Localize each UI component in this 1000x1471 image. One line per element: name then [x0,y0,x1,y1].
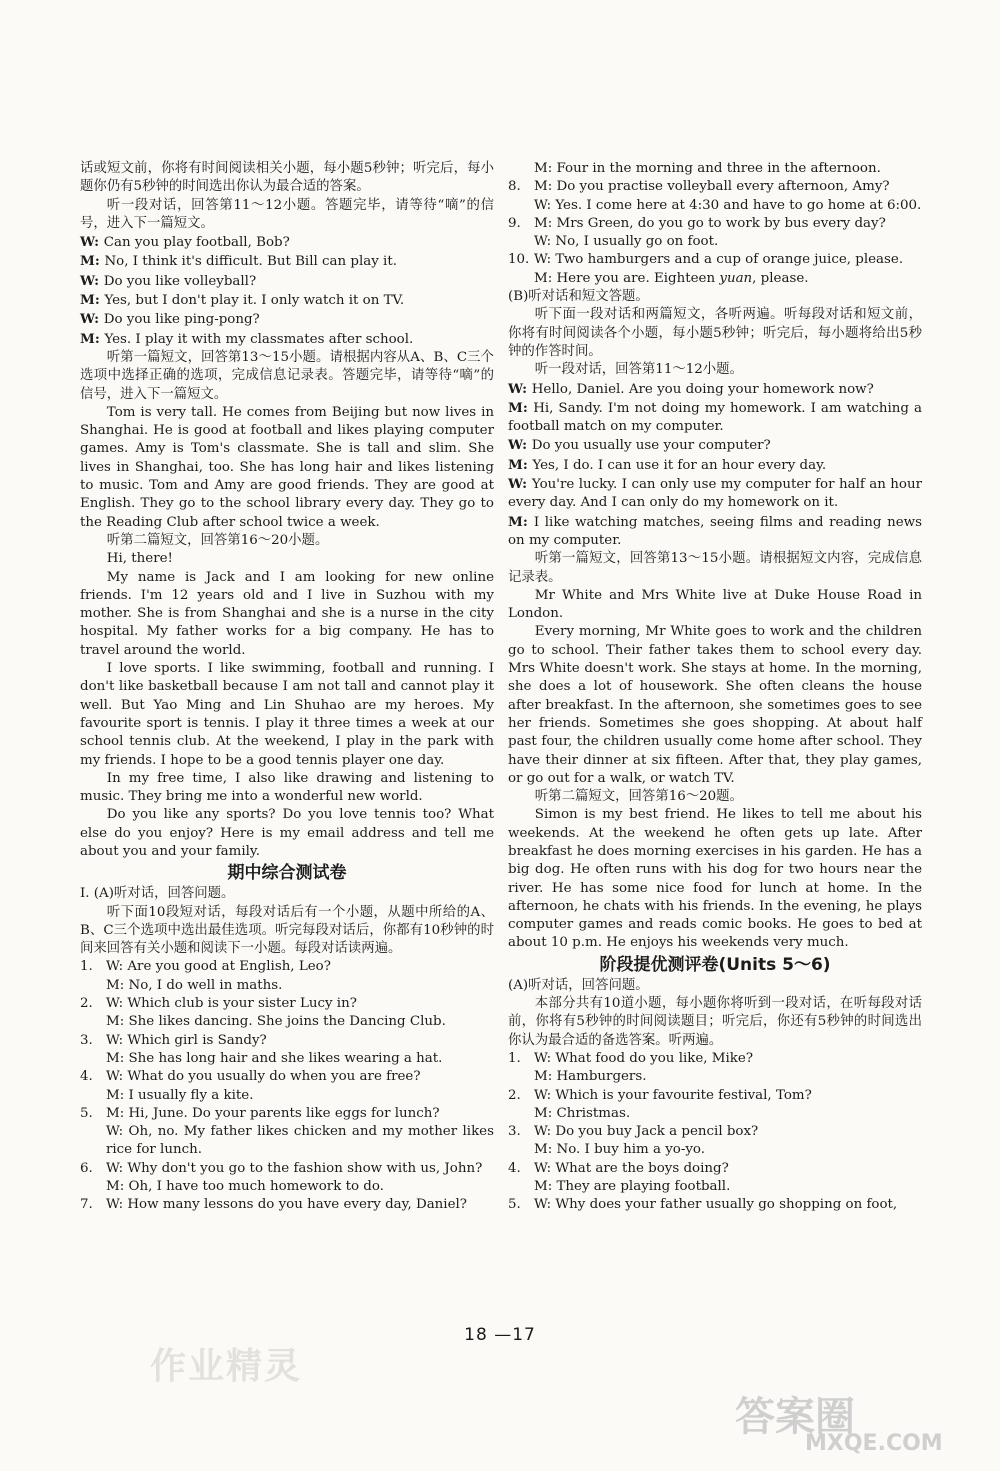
dialog-text: You're lucky. I can only use my computer for half an hour every day. And I can only do my homework on it. [508,477,922,511]
question-item [508,1123,922,1141]
dialog-text: Yes. I play it with my classmates after school. [104,331,414,347]
speaker-label: W: [106,1069,128,1085]
dialog-text: Hello, Daniel. Are you doing your homework now? [531,381,874,397]
dialog-text: Yes. I come here at 4:30 and have to go home at 6:00. [555,197,922,213]
speaker-label: W: [106,1197,128,1213]
question-reply [508,197,922,215]
question-number: 6. [80,1160,93,1176]
question-item [80,1196,494,1214]
speaker-label: W: [508,380,532,397]
dialog-text: Hi, Sandy. I'm not doing my homework. I am watching a football match on my computer. [508,400,922,435]
question-number: 8. [508,179,521,195]
question-number: 4. [508,1160,521,1176]
dialog-line [80,330,494,349]
speaker-label: W: [106,1032,128,1048]
question-item [508,1050,922,1068]
dialog-text: Yes, but I don't play it. I only watch it on TV. [104,293,405,309]
dialog-text: What food do you like, Mike? [555,1050,754,1066]
speaker-label: W: [106,996,128,1012]
speaker-label: W: [508,476,532,493]
currency-word: yuan [719,270,753,286]
dialog-text: No, I usually go on foot. [555,234,719,250]
speaker-label: W: [106,1160,128,1176]
speaker-label: W: [534,197,556,213]
speaker-label: M: [534,1105,557,1121]
dialog-text: Do you like volleyball? [103,273,257,289]
speaker-label: M: [106,1050,129,1066]
passage2-instruction: 听第二篇短文，回答第16～20题。 [534,789,743,805]
section-title-midterm: 期中综合测试卷 [227,863,347,884]
intro-text: 话或短文前，你将有时间阅读相关小题，每小题5秒钟；听完后，每小题你仍有5秒钟的时间选出你认为最合适的答案。 [80,161,494,195]
speaker-label: W: [80,272,104,289]
watermark-logo [735,1395,975,1465]
dialog-line [508,380,922,399]
speaker-label: M: [534,1142,557,1158]
part-a-heading: (A)听对话，回答问题。 [508,977,649,993]
speaker-label: M: [534,215,557,231]
question-reply [80,1087,494,1105]
question-reply [508,1178,922,1196]
dialog-text: No. I buy him a yo-yo. [556,1142,706,1158]
dialog1-instruction: 听一段对话，回答第11～12小题。答题完毕，请等待“嘀”的信号，进入下一篇短文。 [80,197,494,231]
dialog-line [508,456,922,475]
question-item [508,1160,922,1178]
question-number: 1. [508,1050,521,1066]
speaker-label: W: [534,1087,556,1103]
dialog-text: Hi, June. Do your parents like eggs for lunch? [128,1105,440,1121]
dialog-text: Why don't you go to the fashion show with us, John? [127,1160,483,1176]
dialog-text: What do you usually do when you are free? [127,1069,421,1085]
question-list [508,1050,922,1215]
left-column [80,160,494,1215]
speaker-label: W: [534,252,556,268]
dialog-text: Yes, I do. I can use it for an hour every day. [532,457,827,473]
speaker-label: W: [534,1160,556,1176]
speaker-label: M: [80,292,105,309]
speaker-label: M: [534,161,557,176]
part-b-instruction: 听下面一段对话和两篇短文，各听两遍。听每段对话和短文前，你将有时间阅读各个小题，每小题5秒钟；听完后，每小题将给出5秒钟的作答时间。 [508,307,922,359]
passage1-paragraph: Every morning, Mr White goes to work and the children go to school. Their father takes them to school every day. Mrs White doesn't work. She stays at home. In the morning, she does a lot of housework. She often cleans the house after breakfast. In the afternoon, she sometimes goes to see her friends. Sometimes she goes shopping. At about half past four, the children usually come home after school. They have their dinner at six fifteen. After that, they play games, or go out for a walk, or watch TV. [508,624,922,786]
question-reply [508,270,922,288]
dialog-text: Two hamburgers and a cup of orange juice, please. [555,252,904,268]
dialog-text: Do you practise volleyball every afternoon, Amy? [556,179,890,195]
speaker-label: W: [106,1124,129,1140]
dialog-text: Oh, no. My father likes chicken and my mother likes rice for lunch. [106,1124,494,1158]
passage1-instruction: 听第一篇短文，回答第13～15小题。请根据内容从A、B、C三个选项中选择正确的选项，完成信息记录表。答题完毕，请等待“嘀”的信号，进入下一篇短文。 [80,349,494,402]
question-item [508,160,922,178]
question-item [80,958,494,976]
speaker-label: W: [80,234,104,251]
passage2-paragraph: My name is Jack and I am looking for new online friends. I'm 12 years old and I live in Suzhou with my mother. She is from Shanghai and she is a nurse in the city hospital. My father works for a big company. He has to travel around the world. [80,569,494,658]
dialog-text: Do you buy Jack a pencil box? [555,1124,759,1140]
dialog-text: She likes dancing. She joins the Dancing Club. [128,1014,446,1030]
question-reply [508,1141,922,1159]
question-reply [508,233,922,251]
dialog-text: Why does your father usually go shopping on foot, [555,1197,898,1213]
passage2-paragraph: Do you like any sports? Do you love tennis too? What else do you enjoy? Here is my email address and tell me about you and your family. [80,807,494,859]
dialog-text: How many lessons do you have every day, Daniel? [127,1197,467,1213]
watermark-logo-url: MXQE.COM [805,1431,943,1456]
speaker-label: M: [106,977,129,993]
dialog-text: Are you good at English, Leo? [127,959,331,975]
passage2-text: Simon is my best friend. He likes to tell me about his weekends. At the weekend he often gets up late. After breakfast he does morning exercises in his garden. He has a big dog. He often runs with his dog for two hours near the river. He has some nice food for lunch at home. In the afternoon, he chats with his friends. In the evening, he plays computer games and reads comic books. He goes to bed at about 10 p.m. He enjoys his weekends very much. [508,807,922,951]
speaker-label: W: [534,1050,556,1066]
part1-instruction: 听下面10段短对话，每段对话后有一个小题，从题中所给的A、B、C三个选项中选出最佳选项。听完每段对话后，你都有10秒钟的时间来回答有关小题和阅读下一小题。每段对话读两遍。 [80,904,494,957]
speaker-label: M: [106,1179,129,1195]
question-reply [508,1068,922,1086]
passage2-paragraph: In my free time, I also like drawing and listening to music. They bring me into a wonderful new world. [80,770,494,805]
question-number: 3. [80,1032,93,1048]
question-reply [80,1050,494,1068]
question-reply [80,1013,494,1031]
question-reply [80,977,494,995]
dialog-text: , please. [752,270,809,286]
question-item [508,1196,922,1214]
question-list [508,160,922,288]
speaker-label: W: [534,1197,556,1213]
dialog-text: Do you like ping-pong? [103,312,260,328]
dialog-text: Here you are. Eighteen [556,270,720,286]
speaker-label: M: [106,1087,129,1103]
part1-heading: Ⅰ. (A)听对话，回答问题。 [80,886,235,902]
speaker-label: M: [106,1014,129,1030]
dialog-text: Oh, I have too much homework to do. [128,1179,384,1195]
question-number: 9. [508,215,521,231]
dialog-text: She has long hair and she likes wearing a hat. [128,1050,443,1066]
dialog-line [80,233,494,252]
speaker-label: M: [534,1179,557,1195]
speaker-label: M: [534,179,557,195]
question-reply [80,1178,494,1196]
dialog-line [80,252,494,271]
dialog-line [80,291,494,310]
passage1-instruction: 听第一篇短文，回答第13～15小题。请根据短文内容，完成信息记录表。 [508,551,922,585]
dialog-text: Can you play football, Bob? [103,235,290,251]
dialog1 [80,233,494,349]
speaker-label: W: [534,1124,556,1140]
speaker-label: W: [106,959,128,975]
question-number: 7. [80,1197,93,1213]
question-number: 5. [80,1105,93,1121]
page-number: 18 —17 [464,1325,536,1345]
dialog-text: Hamburgers. [556,1069,647,1085]
passage1-text: Tom is very tall. He comes from Beijing but now lives in Shanghai. He is good at football and likes playing computer games. Amy is Tom's classmate. She is tall and slim. She lives in Shanghai, too. She has long hair and likes listening to music. Tom and Amy are good friends. They are good at English. They go to the school library every day. They go to the Reading Club after school twice a week. [80,404,494,530]
dialog-line [508,436,922,455]
speaker-label: M: [534,270,557,286]
question-item [508,251,922,269]
question-item [508,215,922,233]
question-item [508,178,922,196]
passage2-paragraph: I love sports. I like swimming, football and running. I don't like basketball because I am not tall and cannot play it well. But Yao Ming and Lin Shuhao are my heroes. My favourite sport is tennis. I play it three times a week at our school tennis club. At the weekend, I play in the park with my friends. I hope to be a good tennis player one day. [80,661,494,768]
question-item [80,995,494,1013]
speaker-label: W: [508,437,532,454]
dialog-text: I like watching matches, seeing films and reading news on my computer. [508,514,922,548]
part-b-heading: (B)听对话和短文答题。 [508,289,649,305]
passage2-instruction: 听第二篇短文，回答第16～20小题。 [106,532,329,548]
section-title-units: 阶段提优测评卷(Units 5～6) [599,954,831,975]
question-number: 2. [508,1087,521,1103]
question-number: 5. [508,1197,521,1213]
question-item [80,1105,494,1123]
question-number: 1. [80,959,93,975]
dialog-line [80,272,494,291]
question-reply [80,1123,494,1160]
dialog-text: Mrs Green, do you go to work by bus every day? [556,215,886,231]
right-column [508,160,922,1215]
dialog-text: What are the boys doing? [555,1160,729,1176]
passage1-paragraph: Mr White and Mrs White live at Duke House Road in London. [508,587,922,622]
question-item [80,1032,494,1050]
dialog-text: Which club is your sister Lucy in? [127,996,357,1012]
dialog2 [508,380,922,551]
speaker-label: M: [106,1105,129,1121]
question-list [80,958,494,1214]
dialog-text: Which girl is Sandy? [127,1032,267,1048]
dialog-instruction: 听一段对话，回答第11～12小题。 [534,362,743,378]
question-item [508,1087,922,1105]
speaker-label: M: [508,399,534,416]
dialog-line [508,513,922,551]
speaker-label: M: [534,1069,557,1085]
dialog-line [80,310,494,329]
speaker-label: W: [80,311,104,328]
question-item [80,1160,494,1178]
speaker-label: M: [508,513,534,530]
dialog-line [508,399,922,437]
dialog-line [508,475,922,513]
speaker-label: M: [80,330,105,347]
watermark-logo-text: 答案圈 [735,1394,855,1440]
question-reply [508,1105,922,1123]
speaker-label: W: [534,234,556,250]
dialog-text: Which is your favourite festival, Tom? [555,1087,812,1103]
question-number: 10. [508,252,530,268]
dialog-text: They are playing football. [556,1179,731,1195]
part-a-instruction: 本部分共有10道小题，每小题你将听到一段对话，在听每段对话前，你将有5秒钟的时间阅读题目；听完后，你还有5秒钟的时间选出你认为最合适的备选答案。听两遍。 [508,996,922,1048]
question-number: 4. [80,1069,93,1085]
speaker-label: M: [80,253,105,270]
dialog-text: Christmas. [556,1105,631,1121]
dialog-text: No, I think it's difficult. But Bill can play it. [104,254,397,270]
dialog-text: Four in the morning and three in the afternoon. [556,161,881,176]
question-number: 2. [80,996,93,1012]
question-item [80,1068,494,1086]
question-number: 3. [508,1124,521,1140]
dialog-text: Do you usually use your computer? [531,438,771,454]
watermark-left: 作业精灵 [150,1346,303,1387]
speaker-label: M: [508,456,533,473]
dialog-text: No, I do well in maths. [128,977,283,993]
passage2-greeting: Hi, there! [106,551,173,567]
dialog-text: I usually fly a kite. [128,1087,254,1103]
